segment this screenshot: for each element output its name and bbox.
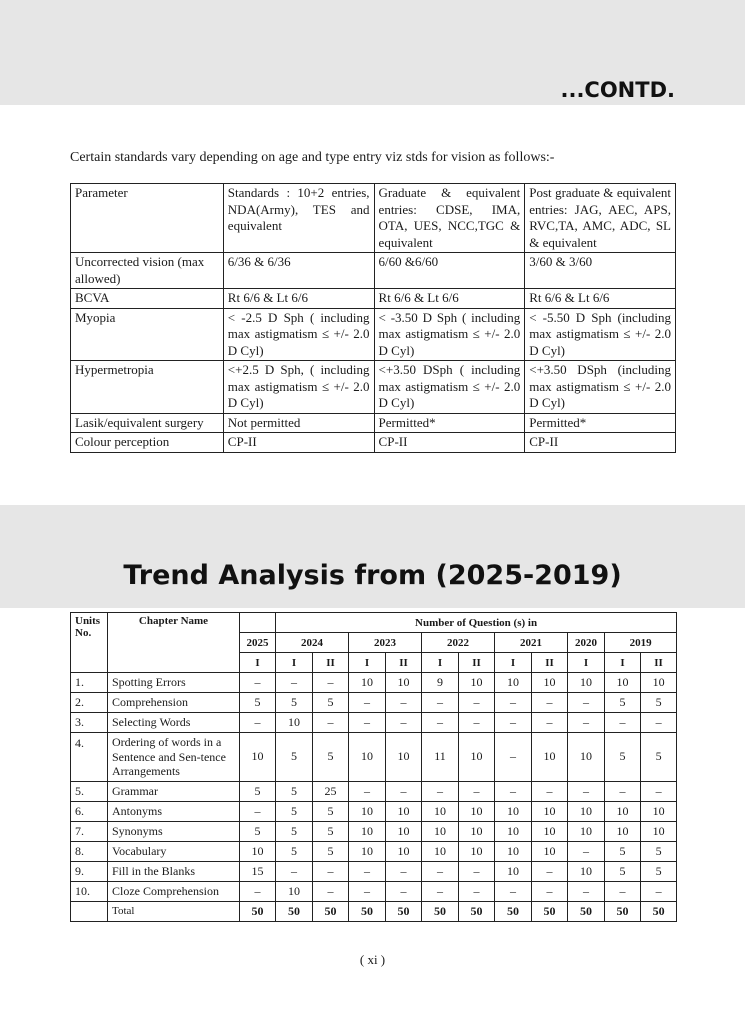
total-label: Total — [108, 901, 240, 921]
question-count: – — [313, 673, 349, 693]
question-count: 10 — [459, 801, 495, 821]
question-count: 5 — [641, 861, 677, 881]
vision-value-cell: < -2.5 D Sph ( including max astigmatism ≤ +/- 2.0 D Cyl) — [223, 308, 374, 361]
total-value: 50 — [568, 901, 605, 921]
question-count: – — [349, 693, 386, 713]
question-count: – — [641, 713, 677, 733]
total-value: 50 — [605, 901, 641, 921]
question-count: 5 — [276, 821, 313, 841]
question-count: 5 — [240, 781, 276, 801]
question-count: 5 — [276, 733, 313, 782]
question-count: 10 — [495, 821, 532, 841]
year-header: 2024 — [276, 633, 349, 653]
question-count: – — [386, 781, 422, 801]
question-count: – — [240, 881, 276, 901]
question-count: – — [422, 861, 459, 881]
total-value: 50 — [495, 901, 532, 921]
shift-header: I — [495, 653, 532, 673]
table-row — [71, 693, 677, 713]
total-value: 50 — [532, 901, 568, 921]
vision-value-cell: 6/36 & 6/36 — [223, 253, 374, 289]
vision-parameter-cell: Uncorrected vision (max allowed) — [71, 253, 224, 289]
shift-header: I — [422, 653, 459, 673]
question-count: – — [641, 881, 677, 901]
question-count: 10 — [349, 841, 386, 861]
contd-heading: ...CONTD. — [560, 78, 675, 102]
question-count: 5 — [641, 693, 677, 713]
question-count: 25 — [313, 781, 349, 801]
question-count: – — [605, 881, 641, 901]
unit-number: 5. — [71, 781, 108, 801]
shift-header: II — [641, 653, 677, 673]
question-count: – — [532, 781, 568, 801]
vision-row — [71, 289, 676, 309]
question-count: 10 — [495, 673, 532, 693]
question-count: 10 — [568, 673, 605, 693]
shift-header: II — [313, 653, 349, 673]
question-count: 5 — [276, 693, 313, 713]
question-count: 9 — [422, 673, 459, 693]
question-count: 10 — [605, 801, 641, 821]
question-count: 10 — [532, 821, 568, 841]
question-count: 15 — [240, 861, 276, 881]
question-count: – — [276, 673, 313, 693]
question-count: 5 — [313, 693, 349, 713]
chapter-name: Synonyms — [108, 821, 240, 841]
question-count: 10 — [605, 673, 641, 693]
question-count: 5 — [641, 841, 677, 861]
question-count: 10 — [532, 733, 568, 782]
shift-header: I — [605, 653, 641, 673]
shift-header: I — [568, 653, 605, 673]
chapter-name: Antonyms — [108, 801, 240, 821]
question-count: – — [240, 801, 276, 821]
question-count: 10 — [240, 733, 276, 782]
question-count: – — [313, 881, 349, 901]
question-count: 5 — [276, 781, 313, 801]
table-row — [71, 781, 677, 801]
question-count: – — [495, 693, 532, 713]
question-count: – — [568, 881, 605, 901]
year-header: 2020 — [568, 633, 605, 653]
vision-value-cell: < -3.50 D Sph ( including max astigmatism ≤ +/- 2.0 D Cyl) — [374, 308, 525, 361]
blank-header-cell — [240, 613, 276, 633]
blank-cell — [71, 901, 108, 921]
question-count: 10 — [459, 733, 495, 782]
question-count: – — [349, 781, 386, 801]
question-count: 5 — [605, 841, 641, 861]
question-count: – — [386, 881, 422, 901]
question-count: 10 — [568, 861, 605, 881]
question-count: – — [313, 713, 349, 733]
vision-parameter-cell: Myopia — [71, 308, 224, 361]
shift-header: I — [240, 653, 276, 673]
total-value: 50 — [240, 901, 276, 921]
vision-header-cell: Post graduate & equivalent entries: JAG, AEC, APS, RVC,TA, AMC, ADC, SL & equivalent — [525, 184, 676, 253]
question-count: 10 — [349, 673, 386, 693]
question-count: 11 — [422, 733, 459, 782]
question-count: – — [386, 861, 422, 881]
vision-standards-table — [70, 183, 676, 453]
table-row — [71, 733, 677, 782]
vision-row — [71, 433, 676, 453]
table-row — [71, 821, 677, 841]
total-value: 50 — [276, 901, 313, 921]
question-count: – — [240, 673, 276, 693]
question-count: 5 — [276, 841, 313, 861]
table-row — [71, 673, 677, 693]
chapter-name: Cloze Comprehension — [108, 881, 240, 901]
vision-parameter-cell: Colour perception — [71, 433, 224, 453]
vision-value-cell: CP-II — [374, 433, 525, 453]
question-count: 5 — [313, 821, 349, 841]
chapter-name: Ordering of words in a Sentence and Sen-tence Arrangements — [108, 733, 240, 782]
question-count: 10 — [276, 713, 313, 733]
question-count: 5 — [240, 693, 276, 713]
shift-header: II — [532, 653, 568, 673]
question-count: 10 — [386, 821, 422, 841]
question-count: 5 — [240, 821, 276, 841]
question-count: – — [459, 861, 495, 881]
question-count: – — [422, 693, 459, 713]
unit-number: 10. — [71, 881, 108, 901]
question-count: 10 — [532, 841, 568, 861]
question-count: 10 — [349, 733, 386, 782]
unit-number: 4. — [71, 733, 108, 782]
question-count: 10 — [532, 801, 568, 821]
question-count: – — [605, 781, 641, 801]
table-row — [71, 713, 677, 733]
trend-band — [0, 505, 745, 608]
unit-number: 1. — [71, 673, 108, 693]
vision-row — [71, 253, 676, 289]
vision-value-cell: CP-II — [525, 433, 676, 453]
year-header: 2022 — [422, 633, 495, 653]
shift-header: I — [276, 653, 313, 673]
question-count: 10 — [459, 841, 495, 861]
question-count: 10 — [386, 841, 422, 861]
vision-value-cell: Rt 6/6 & Lt 6/6 — [525, 289, 676, 309]
total-value: 50 — [641, 901, 677, 921]
question-count: 5 — [605, 861, 641, 881]
trend-title: Trend Analysis from (2025-2019) — [123, 560, 622, 591]
unit-number: 8. — [71, 841, 108, 861]
question-count: 10 — [532, 673, 568, 693]
unit-number: 7. — [71, 821, 108, 841]
table-row — [71, 881, 677, 901]
vision-header-row — [71, 184, 676, 253]
question-count: – — [641, 781, 677, 801]
vision-parameter-cell: Hypermetropia — [71, 361, 224, 414]
question-count: 10 — [422, 841, 459, 861]
question-count: – — [386, 693, 422, 713]
table-row — [71, 841, 677, 861]
vision-value-cell: 3/60 & 3/60 — [525, 253, 676, 289]
question-count: – — [459, 713, 495, 733]
question-count: – — [422, 781, 459, 801]
question-count: 5 — [313, 801, 349, 821]
vision-header-cell: Graduate & equivalent entries: CDSE, IMA, OTA, UES, NCC,TGC & equivalent — [374, 184, 525, 253]
question-count: 10 — [386, 733, 422, 782]
year-header: 2025 — [240, 633, 276, 653]
question-count: – — [568, 781, 605, 801]
question-count: 10 — [495, 861, 532, 881]
question-count: 10 — [422, 801, 459, 821]
trend-header-row-1 — [71, 613, 677, 633]
question-count: – — [532, 881, 568, 901]
question-count: 10 — [276, 881, 313, 901]
unit-number: 2. — [71, 693, 108, 713]
total-value: 50 — [349, 901, 386, 921]
question-count: 10 — [641, 801, 677, 821]
question-count: – — [240, 713, 276, 733]
chapter-name: Fill in the Blanks — [108, 861, 240, 881]
question-count: – — [605, 713, 641, 733]
question-count: 10 — [641, 673, 677, 693]
question-count: – — [349, 713, 386, 733]
vision-value-cell: <+2.5 D Sph, ( including max astigmatism ≤ +/- 2.0 D Cyl) — [223, 361, 374, 414]
vision-parameter-cell: Lasik/equivalent surgery — [71, 413, 224, 433]
chapter-header: Chapter Name — [108, 613, 240, 673]
trend-analysis-table — [70, 612, 677, 922]
question-count: – — [495, 713, 532, 733]
shift-header: I — [349, 653, 386, 673]
total-value: 50 — [422, 901, 459, 921]
vision-header-cell: Parameter — [71, 184, 224, 253]
question-count: 5 — [313, 841, 349, 861]
question-count: 10 — [568, 733, 605, 782]
shift-header: II — [386, 653, 422, 673]
question-count: – — [313, 861, 349, 881]
year-header: 2019 — [605, 633, 677, 653]
question-count: – — [459, 693, 495, 713]
question-count: 10 — [422, 821, 459, 841]
vision-value-cell: <+3.50 DSph (including max astigmatism ≤ +/- 2.0 D Cyl) — [525, 361, 676, 414]
units-header: Units No. — [71, 613, 108, 673]
page-number: ( xi ) — [359, 952, 386, 967]
chapter-name: Selecting Words — [108, 713, 240, 733]
vision-parameter-cell: BCVA — [71, 289, 224, 309]
question-count: 10 — [386, 801, 422, 821]
shift-header: II — [459, 653, 495, 673]
vision-row — [71, 308, 676, 361]
question-count: 5 — [605, 693, 641, 713]
question-count: 10 — [459, 821, 495, 841]
question-count: – — [532, 693, 568, 713]
table-row — [71, 801, 677, 821]
vision-value-cell: CP-II — [223, 433, 374, 453]
vision-value-cell: Rt 6/6 & Lt 6/6 — [223, 289, 374, 309]
chapter-name: Comprehension — [108, 693, 240, 713]
unit-number: 3. — [71, 713, 108, 733]
total-value: 50 — [313, 901, 349, 921]
question-count: – — [349, 861, 386, 881]
total-value: 50 — [386, 901, 422, 921]
question-count: 10 — [641, 821, 677, 841]
unit-number: 6. — [71, 801, 108, 821]
question-count: 10 — [568, 821, 605, 841]
question-count: – — [349, 881, 386, 901]
chapter-name: Spotting Errors — [108, 673, 240, 693]
question-count: 5 — [313, 733, 349, 782]
number-of-questions-header: Number of Question (s) in — [276, 613, 677, 633]
question-count: 10 — [495, 841, 532, 861]
question-count: 10 — [349, 801, 386, 821]
vision-value-cell: Permitted* — [374, 413, 525, 433]
question-count: – — [422, 881, 459, 901]
question-count: 10 — [349, 821, 386, 841]
vision-value-cell: Not permitted — [223, 413, 374, 433]
question-count: 10 — [459, 673, 495, 693]
question-count: 5 — [605, 733, 641, 782]
year-header: 2023 — [349, 633, 422, 653]
vision-value-cell: < -5.50 D Sph (including max astigmatism ≤ +/- 2.0 D Cyl) — [525, 308, 676, 361]
chapter-name: Vocabulary — [108, 841, 240, 861]
question-count: 5 — [641, 733, 677, 782]
question-count: – — [495, 881, 532, 901]
table-row — [71, 861, 677, 881]
question-count: – — [422, 713, 459, 733]
question-count: – — [459, 881, 495, 901]
chapter-name: Grammar — [108, 781, 240, 801]
question-count: 10 — [386, 673, 422, 693]
question-count: – — [532, 861, 568, 881]
question-count: 10 — [605, 821, 641, 841]
question-count: – — [568, 693, 605, 713]
question-count: – — [459, 781, 495, 801]
vision-value-cell: <+3.50 DSph ( including max astigmatism ≤ +/- 2.0 D Cyl) — [374, 361, 525, 414]
unit-number: 9. — [71, 861, 108, 881]
question-count: 10 — [240, 841, 276, 861]
question-count: – — [568, 841, 605, 861]
total-row — [71, 901, 677, 921]
vision-value-cell: Permitted* — [525, 413, 676, 433]
question-count: – — [276, 861, 313, 881]
question-count: – — [568, 713, 605, 733]
question-count: 10 — [568, 801, 605, 821]
question-count: – — [495, 733, 532, 782]
vision-row — [71, 413, 676, 433]
total-value: 50 — [459, 901, 495, 921]
year-header: 2021 — [495, 633, 568, 653]
question-count: – — [495, 781, 532, 801]
vision-value-cell: Rt 6/6 & Lt 6/6 — [374, 289, 525, 309]
vision-value-cell: 6/60 &6/60 — [374, 253, 525, 289]
question-count: 10 — [495, 801, 532, 821]
vision-header-cell: Standards : 10+2 entries, NDA(Army), TES and equivalent — [223, 184, 374, 253]
question-count: 5 — [276, 801, 313, 821]
vision-row — [71, 361, 676, 414]
intro-text: Certain standards vary depending on age and type entry viz stds for vision as follows:- — [70, 150, 555, 165]
question-count: – — [532, 713, 568, 733]
question-count: – — [386, 713, 422, 733]
